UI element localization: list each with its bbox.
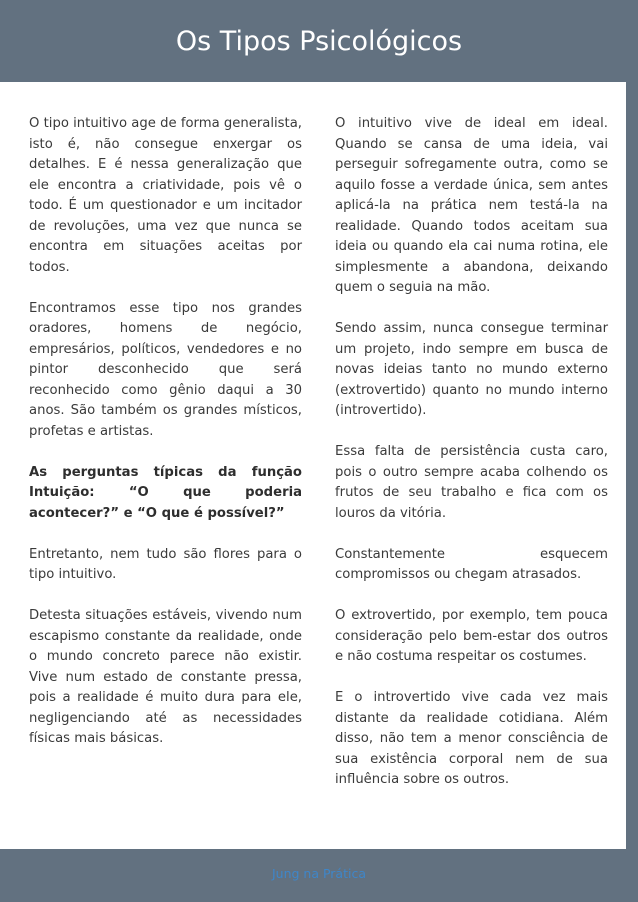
page-title: Os Tipos Psicológicos	[175, 26, 463, 57]
right-paragraph-6: E o introvertido vive cada vez mais distante da realidade cotidiana. Além disso, não tem a menor consciência de sua existência corporal nem de sua influência sobre os outros.	[335, 690, 608, 787]
left-column	[29, 114, 302, 770]
right-paragraph-2: Sendo assim, nunca consegue terminar um projeto, indo sempre em busca de novas ideias tanto no mundo externo (extrovertido) quanto no mundo interno (introvertido).	[335, 321, 608, 418]
right-paragraph-4: Constantemente esquecem compromissos ou chegam atrasados.	[335, 546, 608, 582]
right-column	[335, 114, 608, 811]
left-paragraph-4: Entretanto, nem tudo são flores para o tipo intuitivo.	[29, 546, 302, 582]
left-paragraph-2: Encontramos esse tipo nos grandes oradores, homens de negócio, empresários, políticos, vendedores e no pintor desconhecido que será reconhecido como gênio daqui a 30 anos. São também os grandes místicos, profetas e artistas.	[29, 300, 302, 439]
left-paragraph-1: O tipo intuitivo age de forma generalista, isto é, não consegue enxergar os detalhes. E é nessa generalização que ele encontra a criatividade, pois vê o todo. É um questionador e um incitador de revoluções, uma vez que nunca se encontra em situações aceitas por todos.	[29, 116, 302, 275]
left-paragraph-5: Detesta situações estáveis, vivendo num escapismo constante da realidade, onde o mundo concreto parece não existir. Vive num estado de constante pressa, pois a realidade é muito dura para ele, negligenciando até as necessidades físicas mais básicas.	[29, 608, 302, 746]
page-footer	[0, 849, 638, 902]
right-paragraph-1: O intuitivo vive de ideal em ideal. Quando se cansa de uma ideia, vai perseguir sofregamente outra, como se aquilo fosse a verdade única, sem antes aplicá-la na prática nem testá-la na realidade. Quando todos aceitam sua ideia ou quando ela cai numa rotina, ele simplesmente a abandona, deixando quem o seguia na mão.	[335, 116, 608, 295]
right-paragraph-5: O extrovertido, por exemplo, tem pouca consideração pelo bem-estar dos outros e não costuma respeitar os costumes.	[335, 608, 608, 664]
footer-brand-text: Jung na Prática	[271, 866, 367, 881]
left-paragraph-highlight: As perguntas típicas da função Intuição: “O que poderia acontecer?” e “O que é possível?”	[29, 464, 302, 521]
page-header	[0, 0, 638, 82]
decorative-side-strip	[626, 82, 638, 849]
right-paragraph-3: Essa falta de persistência custa caro, pois o outro sempre acaba colhendo os frutos de seu trabalho e fica com os louros da vitória.	[335, 444, 608, 521]
